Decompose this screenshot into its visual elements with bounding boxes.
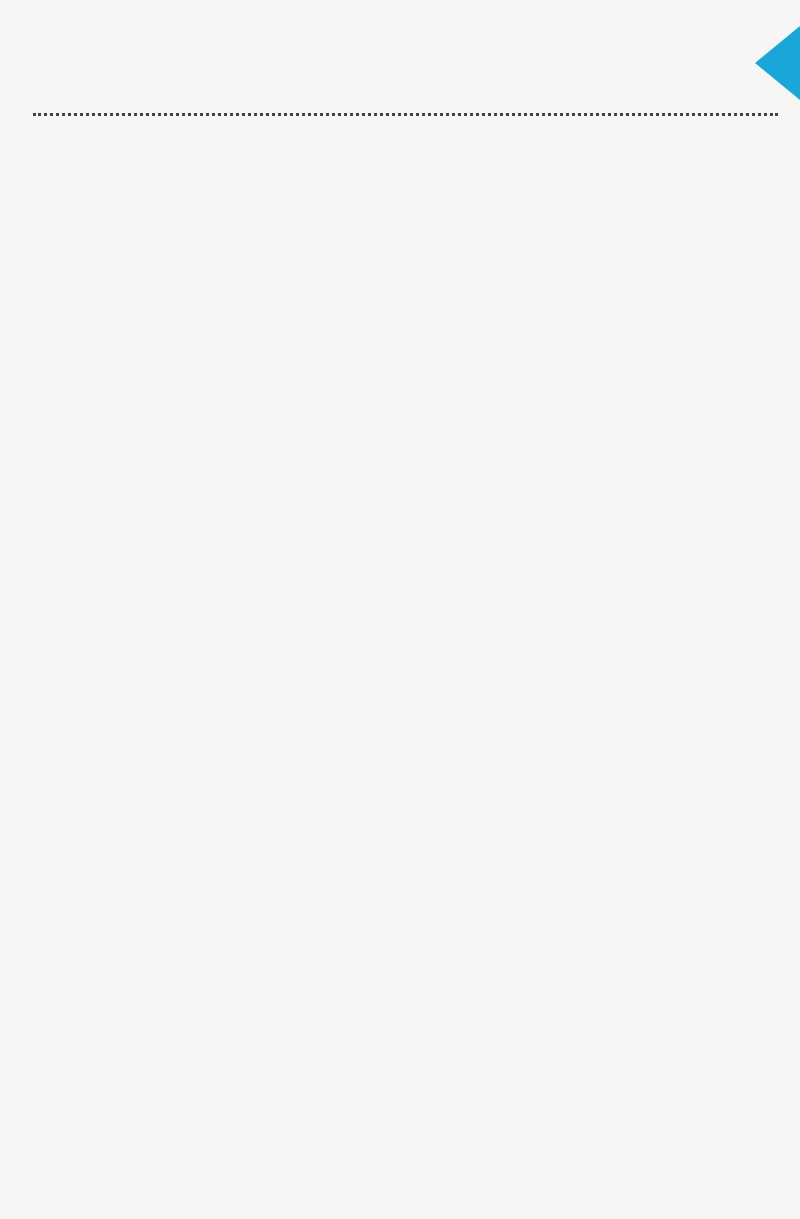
page-footer [755,1186,775,1201]
watermark [10,200,760,1004]
triangle-tab-icon [755,26,800,100]
page-header [0,0,800,120]
dotted-divider [33,113,778,116]
